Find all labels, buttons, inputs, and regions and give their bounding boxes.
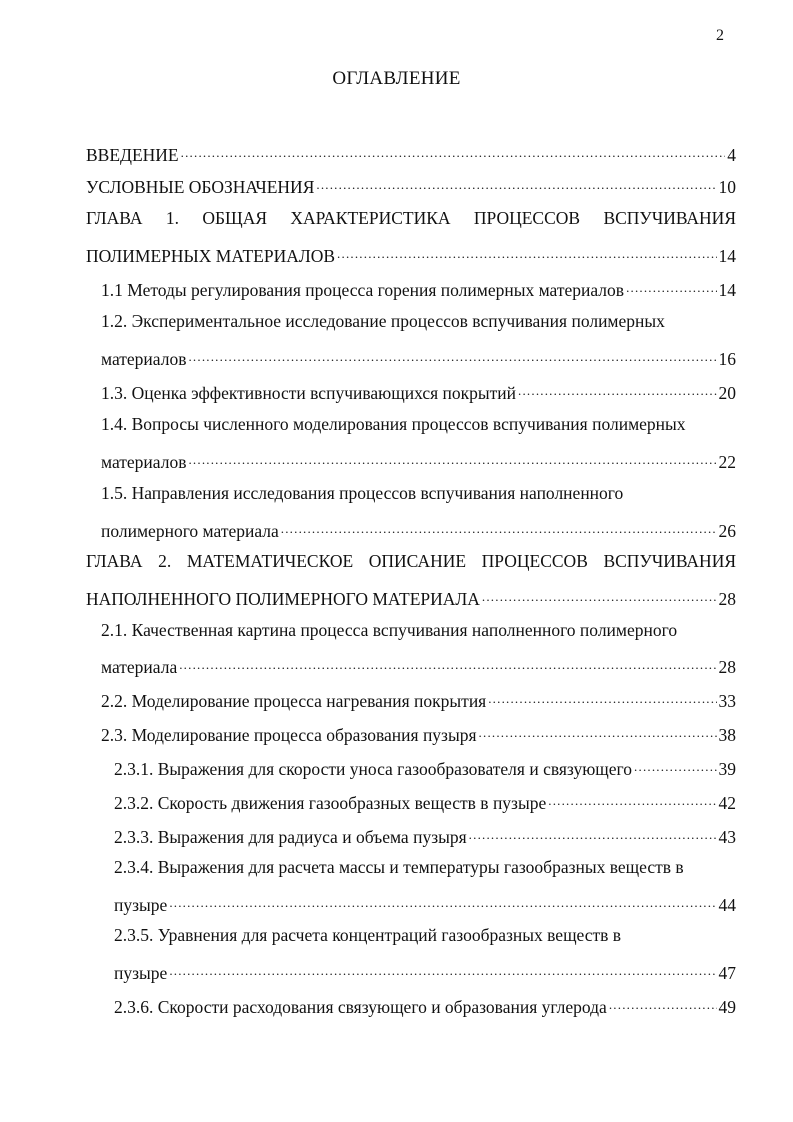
toc-page-number: 39 <box>718 759 736 779</box>
toc-chapter-1-line2[interactable] <box>86 242 736 266</box>
toc-section-1-2-line2[interactable] <box>101 345 736 369</box>
toc-page-number: 4 <box>727 145 736 165</box>
toc-section-2-3[interactable] <box>101 721 736 745</box>
toc-section-1-4-line2[interactable] <box>101 448 736 472</box>
toc-section-1-3[interactable] <box>101 379 736 403</box>
page-number: 2 <box>716 27 724 44</box>
toc-entry-title: пузыре <box>114 895 168 915</box>
toc-page-number: 22 <box>718 452 736 472</box>
dot-leader <box>316 173 716 193</box>
dot-leader <box>469 823 717 843</box>
toc-subsection-2-3-6[interactable] <box>114 993 736 1017</box>
dot-leader <box>479 721 717 741</box>
toc-entry-title: 1.1 Методы регулирования процесса горения полимерных материалов <box>101 280 625 300</box>
toc-subsection-2-3-1[interactable] <box>114 755 736 779</box>
toc-section-1-5-line1[interactable]: 1.5. Направления исследования процессов вспучивания наполненного <box>101 483 624 503</box>
toc-subsection-2-3-5-line2[interactable] <box>114 959 736 983</box>
dot-leader <box>281 517 717 537</box>
toc-subsection-2-3-4-line1[interactable]: 2.3.4. Выражения для расчета массы и температуры газообразных веществ в <box>114 857 684 877</box>
toc-entry-title: ПОЛИМЕРНЫХ МАТЕРИАЛОВ <box>86 246 336 266</box>
toc-subsection-2-3-5-line1[interactable]: 2.3.5. Уравнения для расчета концентраций газообразных веществ в <box>114 925 622 945</box>
toc-section-2-2[interactable] <box>101 687 736 711</box>
toc-page-number: 42 <box>718 793 736 813</box>
toc-page-number: 49 <box>718 997 736 1017</box>
toc-entry-title: материалов <box>101 452 187 472</box>
toc-page-number: 47 <box>718 963 736 983</box>
toc-page-number: 44 <box>718 895 736 915</box>
dot-leader <box>169 959 716 979</box>
toc-entry-title: 2.3.2. Скорость движения газообразных веществ в пузыре <box>114 793 547 813</box>
toc-page-number: 28 <box>718 589 736 609</box>
toc-entry-title: полимерного материала <box>101 521 279 541</box>
toc-section-2-1-line2[interactable] <box>101 653 736 677</box>
dot-leader <box>179 653 716 673</box>
toc-entry-title: ВВЕДЕНИЕ <box>86 145 179 165</box>
dot-leader <box>337 242 716 262</box>
toc-entry-title: 2.3.1. Выражения для скорости уноса газообразователя и связующего <box>114 759 633 779</box>
toc-entry-title: материалов <box>101 349 187 369</box>
dot-leader <box>518 379 716 399</box>
toc-page-number: 26 <box>718 521 736 541</box>
toc-page-number: 20 <box>718 383 736 403</box>
toc-section-1-5-line2[interactable] <box>101 517 736 541</box>
toc-entry-title: 2.3.6. Скорости расходования связующего и образования углерода <box>114 997 607 1017</box>
toc-chapter-2-line2[interactable] <box>86 585 736 609</box>
toc-entry-title: пузыре <box>114 963 168 983</box>
dot-leader <box>188 345 716 365</box>
toc-entry-title: 2.3.3. Выражения для радиуса и объема пузыря <box>114 827 467 847</box>
toc-entry-intro[interactable] <box>86 141 736 165</box>
toc-section-1-1[interactable] <box>101 276 736 300</box>
dot-leader <box>548 789 716 809</box>
dot-leader <box>634 755 716 775</box>
toc-entry-title: 2.2. Моделирование процесса нагревания покрытия <box>101 691 487 711</box>
dot-leader <box>488 687 716 707</box>
toc-page-number: 10 <box>718 177 736 197</box>
dot-leader <box>482 585 717 605</box>
toc-page-number: 14 <box>718 246 736 266</box>
toc-section-2-1-line1[interactable]: 2.1. Качественная картина процесса вспучивания наполненного полимерного <box>101 620 678 640</box>
toc-entry-title: УСЛОВНЫЕ ОБОЗНАЧЕНИЯ <box>86 177 315 197</box>
dot-leader <box>626 276 716 296</box>
toc-page-number: 14 <box>718 280 736 300</box>
toc-section-1-4-line1[interactable]: 1.4. Вопросы численного моделирования процессов вспучивания полимерных <box>101 414 686 434</box>
toc-subsection-2-3-4-line2[interactable] <box>114 891 736 915</box>
toc-subsection-2-3-2[interactable] <box>114 789 736 813</box>
toc-entry-title: 2.3. Моделирование процесса образования пузыря <box>101 725 477 745</box>
dot-leader <box>169 891 716 911</box>
toc-page-number: 43 <box>718 827 736 847</box>
toc-page-number: 28 <box>718 657 736 677</box>
toc-page-number: 33 <box>718 691 736 711</box>
toc-subsection-2-3-3[interactable] <box>114 823 736 847</box>
toc-section-1-2-line1[interactable]: 1.2. Экспериментальное исследование процессов вспучивания полимерных <box>101 311 665 331</box>
toc-entry-notation[interactable] <box>86 173 736 197</box>
dot-leader <box>609 993 717 1013</box>
toc-page-number: 16 <box>718 349 736 369</box>
toc-entry-title: НАПОЛНЕННОГО ПОЛИМЕРНОГО МАТЕРИАЛА <box>86 589 480 609</box>
page-title: ОГЛАВЛЕНИЕ <box>332 68 461 89</box>
toc-chapter-2-line1[interactable]: ГЛАВА 2. МАТЕМАТИЧЕСКОЕ ОПИСАНИЕ ПРОЦЕССОВ ВСПУЧИВАНИЯ <box>86 551 736 571</box>
toc-page-number: 38 <box>718 725 736 745</box>
toc-entry-title: 1.3. Оценка эффективности вспучивающихся покрытий <box>101 383 517 403</box>
dot-leader <box>181 141 726 161</box>
dot-leader <box>188 448 716 468</box>
toc-entry-title: материала <box>101 657 178 677</box>
toc-chapter-1-line1[interactable]: ГЛАВА 1. ОБЩАЯ ХАРАКТЕРИСТИКА ПРОЦЕССОВ ВСПУЧИВАНИЯ <box>86 208 736 228</box>
